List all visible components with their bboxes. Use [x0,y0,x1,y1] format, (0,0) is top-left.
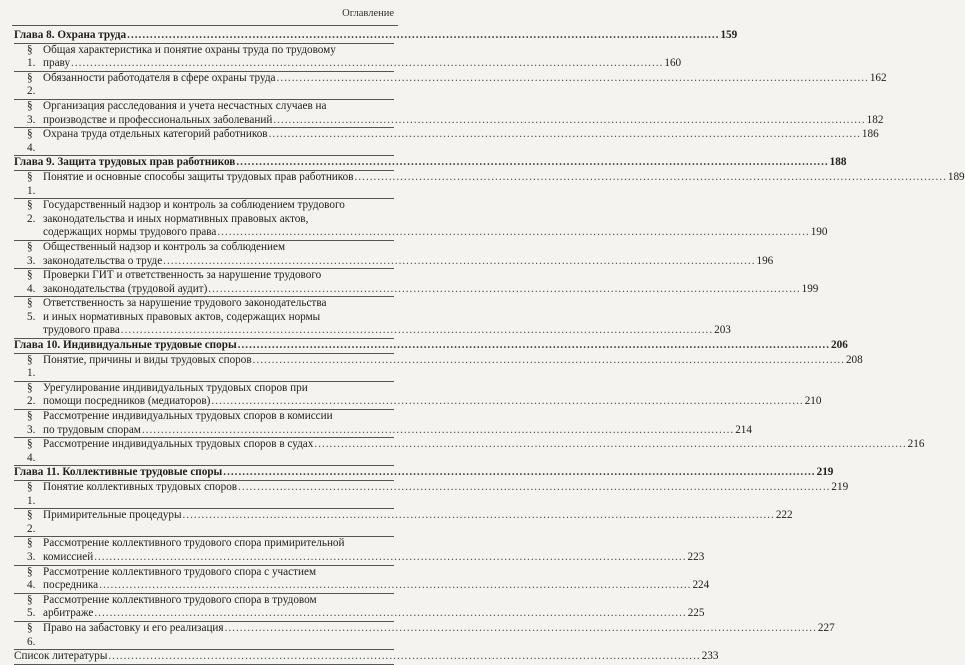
page-number: 203 [714,324,731,337]
page-number: 188 [829,156,847,169]
section-number: § 1. [27,481,36,507]
bibliography-title [14,650,719,664]
dot-leader [142,424,734,438]
chapter-title [14,339,848,353]
section-body [43,199,827,240]
section-entry [27,621,835,649]
section-entry [27,128,879,155]
section-title-line-text: содержащих нормы трудового права [43,226,217,239]
section-title-line: Урегулирование индивидуальных трудовых споров при [43,381,308,394]
page-number: 189 [947,170,965,183]
page-number: 182 [866,113,884,126]
page-number: 159 [720,29,738,41]
section-entry [27,297,731,338]
bibliography-title-text: Список литературы [14,650,108,663]
section-title-line-text: арбитраже [43,607,94,620]
section-body [43,438,924,452]
page-number: 162 [869,71,887,84]
dot-leader [94,551,686,565]
section-title-line [43,354,863,368]
dot-leader [211,395,803,409]
page-number: 223 [687,550,705,563]
section-number: § 4. [27,269,36,295]
chapter-entry [14,156,847,170]
section-title-line [43,551,704,565]
section-title-line-text: по трудовым спорам [43,423,141,436]
section-title-line: Общая характеристика и понятие охраны труда по трудовому [43,43,336,56]
section-number: § 6. [27,621,36,648]
section-number: § 1. [27,353,36,380]
section-number: § 3. [27,240,36,267]
chapter-title [14,29,738,43]
section-number: § 1. [27,43,36,70]
section-number: § 5. [27,297,36,323]
section-title-line [43,395,821,409]
section-title-line-text: посредника [43,579,99,592]
section-number: § 4. [27,565,36,592]
section-title-line-text: Понятие, причины и виды трудовых споров [43,353,252,366]
section-body [43,509,793,523]
section-title-line: и иных нормативных правовых актов, содержащих нормы [43,310,321,323]
section-number: § 3. [27,410,36,436]
page-number: 206 [831,339,848,352]
dot-leader [71,57,663,71]
section-entry [27,381,822,409]
section-title-line [43,128,879,142]
section-title-line: Рассмотрение коллективного трудового спора примирительной [43,537,345,550]
page-number: 227 [817,621,835,634]
dot-leader [217,226,809,240]
section-title-line-text: Обязанности работодателя в сфере охраны труда [43,71,276,84]
dot-leader [108,650,700,664]
section-title-line: Проверки ГИТ и ответственность за нарушение трудового [43,269,322,282]
section-body [43,100,883,127]
section-title-line: Общественный надзор и контроль за соблюдением [43,240,286,253]
page-number: 219 [831,481,849,493]
chapter-entry [14,29,738,43]
dot-leader [253,354,845,368]
section-title-line-text: законодательства (трудовой аудит) [43,282,208,295]
section-title-line-text: Понятие и основные способы защиты трудовых прав работников [43,170,354,183]
chapter-entry [14,466,834,480]
section-entry [27,240,774,268]
section-title-line [43,509,793,523]
section-title-line-text: производстве и профессиональных заболеваний [43,113,273,126]
page-number: 199 [801,282,819,295]
page-number: 225 [687,607,705,620]
dot-leader [94,607,686,621]
dot-leader [99,579,691,593]
section-entry [27,43,682,71]
section-title-line-text: Охрана труда отдельных категорий работников [43,128,268,141]
section-entry [27,410,752,437]
section-entry [27,438,925,465]
section-title-line: Организация расследования и учета несчастных случаев на [43,99,327,112]
section-entry [27,71,887,99]
section-body [43,72,887,86]
page-number: 160 [664,57,682,70]
dot-leader [225,622,817,636]
section-entry [27,509,793,536]
section-title-line [43,57,681,71]
section-title-line [43,622,835,636]
section-body [43,241,773,268]
section-number: § 3. [27,537,36,563]
section-title-line-text: трудового права [43,324,120,337]
section-body [43,537,704,564]
dot-leader [183,509,775,523]
chapter-entry [14,339,848,353]
section-title-line-text: комиссией [43,550,94,563]
dot-leader [236,156,828,170]
section-title-line [43,324,731,338]
chapter-title-text: Глава 10. Индивидуальные трудовые споры [14,339,237,352]
section-body [43,354,863,368]
section-number: § 5. [27,593,36,620]
section-body [43,44,681,71]
dot-leader [208,283,800,297]
section-entry [27,481,849,508]
page-number: 219 [816,466,834,479]
section-number: § 2. [27,381,36,408]
section-title-line-text: законодательства о труде [43,254,163,267]
page-number: 224 [692,579,710,592]
chapter-title-text: Глава 8. Охрана труда [14,29,127,41]
section-title-line [43,424,752,438]
section-entry [27,170,965,198]
section-number: § 4. [27,438,36,464]
dot-leader [163,255,755,269]
section-title-line [43,481,848,495]
section-title-line-text: Право на забастовку и его реализация [43,621,224,634]
section-title-line [43,255,773,269]
header-rule [12,25,398,26]
page-number: 210 [804,395,822,408]
section-entry [27,537,705,564]
section-title-line-text: праву [43,57,71,70]
section-title-line [43,607,704,621]
page-number: 190 [810,226,828,239]
section-entry [27,99,884,127]
section-number: § 3. [27,99,36,126]
page-number: 186 [861,128,879,141]
section-title-line [43,171,965,185]
section-body [43,171,965,185]
section-title-line: Рассмотрение коллективного трудового спора с участием [43,565,317,578]
section-title-line-text: Примирительные процедуры [43,509,182,522]
chapter-title-text: Глава 9. Защита трудовых прав работников [14,156,236,169]
section-body [43,269,818,296]
section-entry [27,353,863,381]
table-of-contents [0,29,965,665]
section-number: § 2. [27,71,36,98]
section-title-line: законодательства и иных нормативных правовых актов, [43,212,309,225]
section-entry [27,565,710,593]
section-body [43,297,731,338]
page-number: 214 [735,423,752,436]
chapter-title [14,156,847,170]
section-title-line [43,579,709,593]
page-number: 222 [775,509,793,522]
section-title-line-text: Понятие коллективных трудовых споров [43,481,238,493]
section-entry [27,199,828,240]
section-title-line [43,438,924,452]
section-entry [27,593,705,621]
section-body [43,594,704,621]
dot-leader [223,466,815,480]
section-number: § 2. [27,199,36,225]
chapter-title [14,466,834,480]
section-title-line: Ответственность за нарушение трудового законодательства [43,297,327,310]
section-title-line [43,283,818,297]
section-title-line-text: помощи посредников (медиаторов) [43,395,211,408]
section-body [43,410,752,437]
section-body [43,128,879,142]
dot-leader [238,339,830,353]
section-number: § 4. [27,128,36,154]
page-number: 216 [907,438,925,451]
running-header: Оглавление [342,8,394,19]
page-number: 208 [845,353,863,366]
page-number: 233 [701,650,719,663]
chapter-title-text: Глава 11. Коллективные трудовые споры [14,466,223,479]
section-entry [27,269,819,296]
section-body [43,566,709,593]
section-title-line [43,114,883,128]
page-number: 196 [756,254,774,267]
section-title-line: Рассмотрение коллективного трудового спора в трудовом [43,593,317,606]
section-title-line: Государственный надзор и контроль за соблюдением трудового [43,199,345,212]
dot-leader [277,72,869,86]
section-title-line-text: Рассмотрение индивидуальных трудовых споров в судах [43,438,314,451]
dot-leader [355,171,947,185]
dot-leader [314,438,906,452]
section-body [43,622,835,636]
section-title-line [43,72,887,86]
dot-leader [238,481,830,495]
dot-leader [121,324,713,338]
section-number: § 1. [27,170,36,197]
dot-leader [269,128,861,142]
section-number: § 2. [27,509,36,535]
section-title-line [43,226,827,240]
dot-leader [273,114,865,128]
section-title-line: Рассмотрение индивидуальных трудовых споров в комиссии [43,410,333,423]
section-body [43,382,821,409]
bibliography-entry [14,650,719,664]
section-body [43,481,848,495]
dot-leader [127,29,719,43]
